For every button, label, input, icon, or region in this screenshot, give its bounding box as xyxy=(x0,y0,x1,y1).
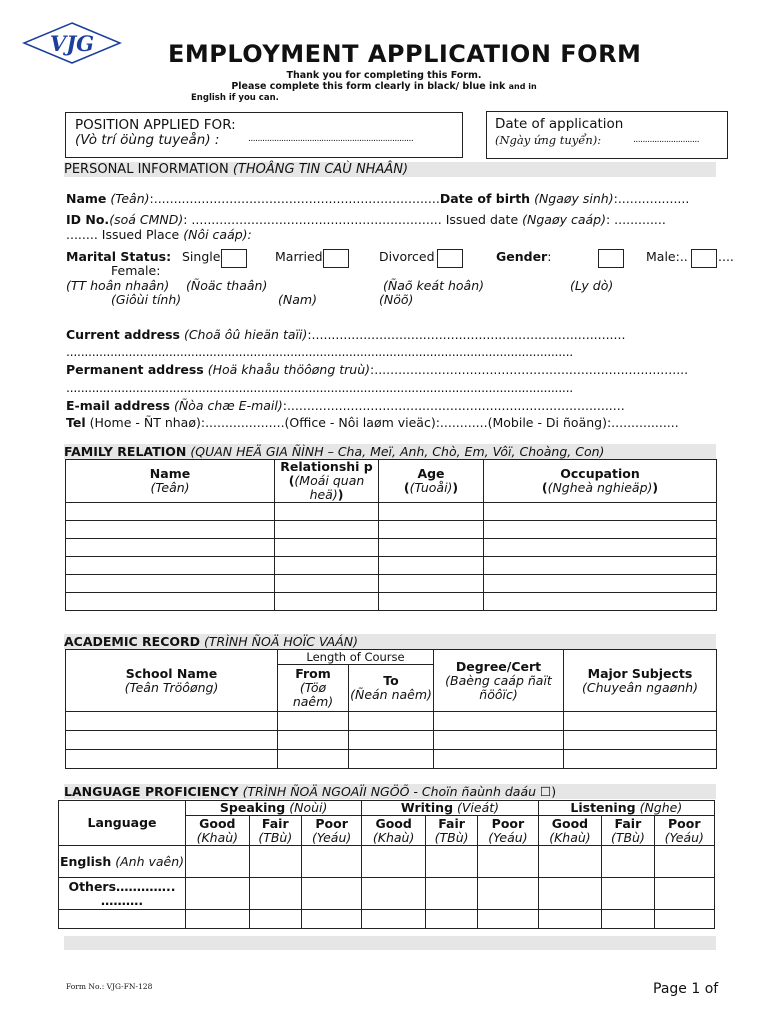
logo-diamond-icon xyxy=(22,21,122,65)
language-rating-cell[interactable] xyxy=(478,878,538,910)
family-col-occupation: Occupation ((Ngheà nghieäp)) xyxy=(484,460,717,503)
female-label: Female: xyxy=(111,263,161,278)
language-rating-cell[interactable] xyxy=(301,878,361,910)
academic-table-cell[interactable] xyxy=(66,750,278,769)
others-row-label: Others………….. ………. xyxy=(59,878,186,910)
family-table-cell[interactable] xyxy=(379,575,484,593)
language-subcol-good: Good (Khaù) xyxy=(362,816,426,846)
permanent-address-field[interactable]: :............................................................................... xyxy=(370,362,689,377)
bottom-gray-bar xyxy=(64,936,716,950)
checkbox-glyph-icon: ☐ xyxy=(540,784,552,799)
position-label-vn: (Vò trí öùng tuyeån) : xyxy=(75,132,220,148)
family-table-cell[interactable] xyxy=(275,539,379,557)
family-table-cell[interactable] xyxy=(379,557,484,575)
id-row: ID No.(soá CMND): ............................................................... Issued date (Ngaøy caáp): ............. xyxy=(66,212,666,227)
date-application-label-vn: (Ngày ứng tuyển): xyxy=(495,133,602,147)
ly-di-label: (Ly dò) xyxy=(570,278,614,293)
academic-table-row xyxy=(66,731,717,750)
married-checkbox[interactable] xyxy=(323,249,349,268)
language-rating-cell[interactable] xyxy=(301,846,361,878)
academic-table-cell[interactable] xyxy=(434,750,564,769)
language-subcol-fair: Fair (TBù) xyxy=(249,816,301,846)
divorced-checkbox[interactable] xyxy=(437,249,463,268)
language-rating-cell[interactable] xyxy=(654,878,714,910)
academic-record-heading: ACADEMIC RECORD (TRÌNH ÑOÄ HOÏC VAÁN) xyxy=(64,634,716,649)
single-label: Single xyxy=(182,249,221,264)
language-rating-cell[interactable] xyxy=(186,910,250,929)
email-row: E-mail address (Ñòa chæ E-mail):..................................................................................... xyxy=(66,398,625,413)
family-table-cell[interactable] xyxy=(484,539,717,557)
male-checkbox[interactable] xyxy=(691,249,717,268)
academic-col-from: From (Töø naêm) xyxy=(278,665,349,712)
family-table-cell[interactable] xyxy=(275,593,379,611)
language-rating-cell[interactable] xyxy=(249,910,301,929)
family-table-cell[interactable] xyxy=(66,575,275,593)
language-col-language: Language xyxy=(59,801,186,846)
language-rating-cell[interactable] xyxy=(425,846,477,878)
language-rating-cell[interactable] xyxy=(186,878,250,910)
language-rating-cell[interactable] xyxy=(602,846,654,878)
academic-table-cell[interactable] xyxy=(564,731,717,750)
academic-table-cell[interactable] xyxy=(564,712,717,731)
language-rating-cell[interactable] xyxy=(362,910,426,929)
family-table-cell[interactable] xyxy=(484,503,717,521)
family-col-age: Age ((Tuoåi)) xyxy=(379,460,484,503)
position-label: POSITION APPLIED FOR: xyxy=(75,117,236,133)
email-field[interactable]: :..................................................................................... xyxy=(282,398,625,413)
family-table-cell[interactable] xyxy=(379,593,484,611)
language-rating-cell[interactable] xyxy=(362,846,426,878)
academic-table-cell[interactable] xyxy=(349,750,434,769)
family-table-cell[interactable] xyxy=(275,521,379,539)
gender-checkbox[interactable] xyxy=(598,249,624,268)
academic-table-cell[interactable] xyxy=(349,712,434,731)
id-field[interactable]: : ............................................................... xyxy=(183,212,442,227)
family-table-cell[interactable] xyxy=(379,539,484,557)
date-application-field[interactable]: ............................ xyxy=(633,135,700,145)
academic-table-row xyxy=(66,750,717,769)
date-application-label: Date of application xyxy=(495,116,624,132)
academic-table-cell[interactable] xyxy=(278,712,349,731)
thanks-line-1: Thank you for completing this Form. xyxy=(286,70,482,81)
current-address-row: Current address (Choã ôû hieän taïi):............................................................................... xyxy=(66,327,626,342)
family-table-cell[interactable] xyxy=(379,521,484,539)
academic-table-cell[interactable] xyxy=(434,712,564,731)
academic-col-school: School Name (Teân Tröôøng) xyxy=(66,650,278,712)
academic-table-cell[interactable] xyxy=(66,712,278,731)
language-col-writing: Writing (Vieát) xyxy=(362,801,538,816)
language-subcol-good: Good (Khaù) xyxy=(186,816,250,846)
language-rating-cell[interactable] xyxy=(362,878,426,910)
academic-col-length: Length of Course xyxy=(278,650,434,665)
family-table-cell[interactable] xyxy=(275,557,379,575)
language-col-speaking: Speaking (Noùi) xyxy=(186,801,362,816)
family-col-relationship: Relationshi p ((Moái quan heä)) xyxy=(275,460,379,503)
male-label: Male:.. xyxy=(646,249,688,264)
language-rating-cell[interactable] xyxy=(478,846,538,878)
single-checkbox[interactable] xyxy=(221,249,247,268)
language-blank-label xyxy=(59,910,186,929)
issued-date-field[interactable]: : ............. xyxy=(606,212,666,227)
language-rating-cell[interactable] xyxy=(478,910,538,929)
academic-table-cell[interactable] xyxy=(349,731,434,750)
family-table-cell[interactable] xyxy=(484,593,717,611)
academic-table-cell[interactable] xyxy=(66,731,278,750)
tel-field[interactable]: (Home - ÑT nhaø):....................(Office - Nôi laøm vieäc):............(Mobile - Di ñoäng):................. xyxy=(89,415,679,430)
permanent-address-row: Permanent address (Hoä khaåu thöôøng truù):............................................................................... xyxy=(66,362,689,377)
form-title: EMPLOYMENT APPLICATION FORM xyxy=(168,40,642,68)
personal-info-heading: PERSONAL INFORMATION (THOÂNG TIN CAÙ NHAÂN) xyxy=(64,162,716,177)
family-table-cell[interactable] xyxy=(66,593,275,611)
family-table-cell[interactable] xyxy=(66,503,275,521)
vjg-logo xyxy=(22,21,122,65)
language-rating-cell[interactable] xyxy=(654,846,714,878)
nam-label: (Nam) xyxy=(278,292,317,307)
language-rating-cell[interactable] xyxy=(538,910,602,929)
academic-col-to: To (Ñeán naêm) xyxy=(349,665,434,712)
permanent-address-line-2[interactable]: .......................................................................................................................................... xyxy=(66,380,573,395)
language-rating-cell[interactable] xyxy=(249,846,301,878)
language-col-listening: Listening (Nghe) xyxy=(538,801,714,816)
language-rating-cell[interactable] xyxy=(186,846,250,878)
family-relation-heading: FAMILY RELATION (QUAN HEÄ GIA ÑÌNH – Cha, Meï, Anh, Chò, Em, Vôï, Choàng, Con) xyxy=(64,444,716,459)
form-number: Form No.: VJG-FN-128 xyxy=(66,982,153,991)
academic-table-row xyxy=(66,712,717,731)
language-subcol-poor: Poor (Yeáu) xyxy=(654,816,714,846)
language-rating-cell[interactable] xyxy=(425,910,477,929)
married-label: Married xyxy=(275,249,323,264)
language-rating-cell[interactable] xyxy=(425,878,477,910)
current-address-line-2[interactable]: .......................................................................................................................................... xyxy=(66,344,573,359)
doc-than-label: (Ñoäc thaân) xyxy=(186,278,268,293)
tel-row: Tel (Home - ÑT nhaø):....................(Office - Nôi laøm vieäc):............(Mobile - Di ñoäng):................. xyxy=(66,415,679,430)
language-rating-cell[interactable] xyxy=(301,910,361,929)
family-table-row xyxy=(66,575,717,593)
academic-table-cell[interactable] xyxy=(278,731,349,750)
family-table-row xyxy=(66,539,717,557)
language-proficiency-heading: LANGUAGE PROFICIENCY (TRÌNH ÑOÄ NGOAÏI NGÖÕ - Choïn ñaùnh daáu ☐) xyxy=(64,784,716,799)
family-table-cell[interactable] xyxy=(484,575,717,593)
language-rating-cell[interactable] xyxy=(602,910,654,929)
academic-table xyxy=(65,649,717,769)
family-table xyxy=(65,459,717,611)
nu-label: (Nöõ) xyxy=(379,292,414,307)
language-subcol-fair: Fair (TBù) xyxy=(425,816,477,846)
current-address-field[interactable]: :............................................................................... xyxy=(307,327,626,342)
name-row: Name (Teân):........................................................................Date of birth (Ngaøy sinh):.................. xyxy=(66,191,690,206)
da-ket-hon-label: (Ñaõ keát hoân) xyxy=(383,278,485,293)
language-subcol-poor: Poor (Yeáu) xyxy=(301,816,361,846)
academic-table-cell[interactable] xyxy=(564,750,717,769)
academic-table-cell[interactable] xyxy=(278,750,349,769)
family-table-row xyxy=(66,521,717,539)
family-table-cell[interactable] xyxy=(484,521,717,539)
page-number: Page 1 of xyxy=(653,981,719,997)
divorced-label: Divorced xyxy=(379,249,435,264)
language-subcol-good: Good (Khaù) xyxy=(538,816,602,846)
family-table-row xyxy=(66,593,717,611)
family-table-cell[interactable] xyxy=(275,575,379,593)
family-col-name: Name (Teân) xyxy=(66,460,275,503)
language-rating-cell[interactable] xyxy=(249,878,301,910)
position-field[interactable]: ...................................................................... xyxy=(248,134,414,144)
academic-table-cell[interactable] xyxy=(434,731,564,750)
language-subcol-poor: Poor (Yeáu) xyxy=(478,816,538,846)
gender-label: Gender: xyxy=(496,249,552,264)
language-rating-cell[interactable] xyxy=(538,846,602,878)
name-field[interactable]: :........................................................................ xyxy=(149,191,440,206)
family-table-cell[interactable] xyxy=(275,503,379,521)
language-rating-cell[interactable] xyxy=(654,910,714,929)
logo-text: VJG xyxy=(49,31,95,56)
thanks-line-3: English if you can. xyxy=(191,93,279,103)
family-table-cell[interactable] xyxy=(66,539,275,557)
dob-field[interactable]: :.................. xyxy=(613,191,690,206)
academic-col-degree: Degree/Cert (Baèng caáp ñaït ñöôïc) xyxy=(434,650,564,712)
language-rating-cell[interactable] xyxy=(602,878,654,910)
position-box xyxy=(65,112,463,158)
issued-place-row: ........ Issued Place (Nôi caáp): xyxy=(66,227,252,242)
family-table-row xyxy=(66,503,717,521)
male-suffix: .... xyxy=(718,249,734,264)
date-application-box xyxy=(486,111,728,159)
family-table-cell[interactable] xyxy=(66,557,275,575)
marital-label: Marital Status: xyxy=(66,249,172,264)
language-table xyxy=(58,800,715,929)
family-table-cell[interactable] xyxy=(379,503,484,521)
language-subcol-fair: Fair (TBù) xyxy=(602,816,654,846)
gioi-tinh-label: (Giôùi tính) xyxy=(111,292,182,307)
academic-col-major: Major Subjects (Chuyeân ngaønh) xyxy=(564,650,717,712)
language-rating-cell[interactable] xyxy=(538,878,602,910)
tt-hon-nhan-label: (TT hoân nhaân) xyxy=(66,278,170,293)
family-table-cell[interactable] xyxy=(66,521,275,539)
family-table-cell[interactable] xyxy=(484,557,717,575)
thanks-line-2: Please complete this form clearly in black/ blue ink and in xyxy=(231,81,537,92)
family-table-row xyxy=(66,557,717,575)
english-row-label: English (Anh vaên) xyxy=(59,846,186,878)
